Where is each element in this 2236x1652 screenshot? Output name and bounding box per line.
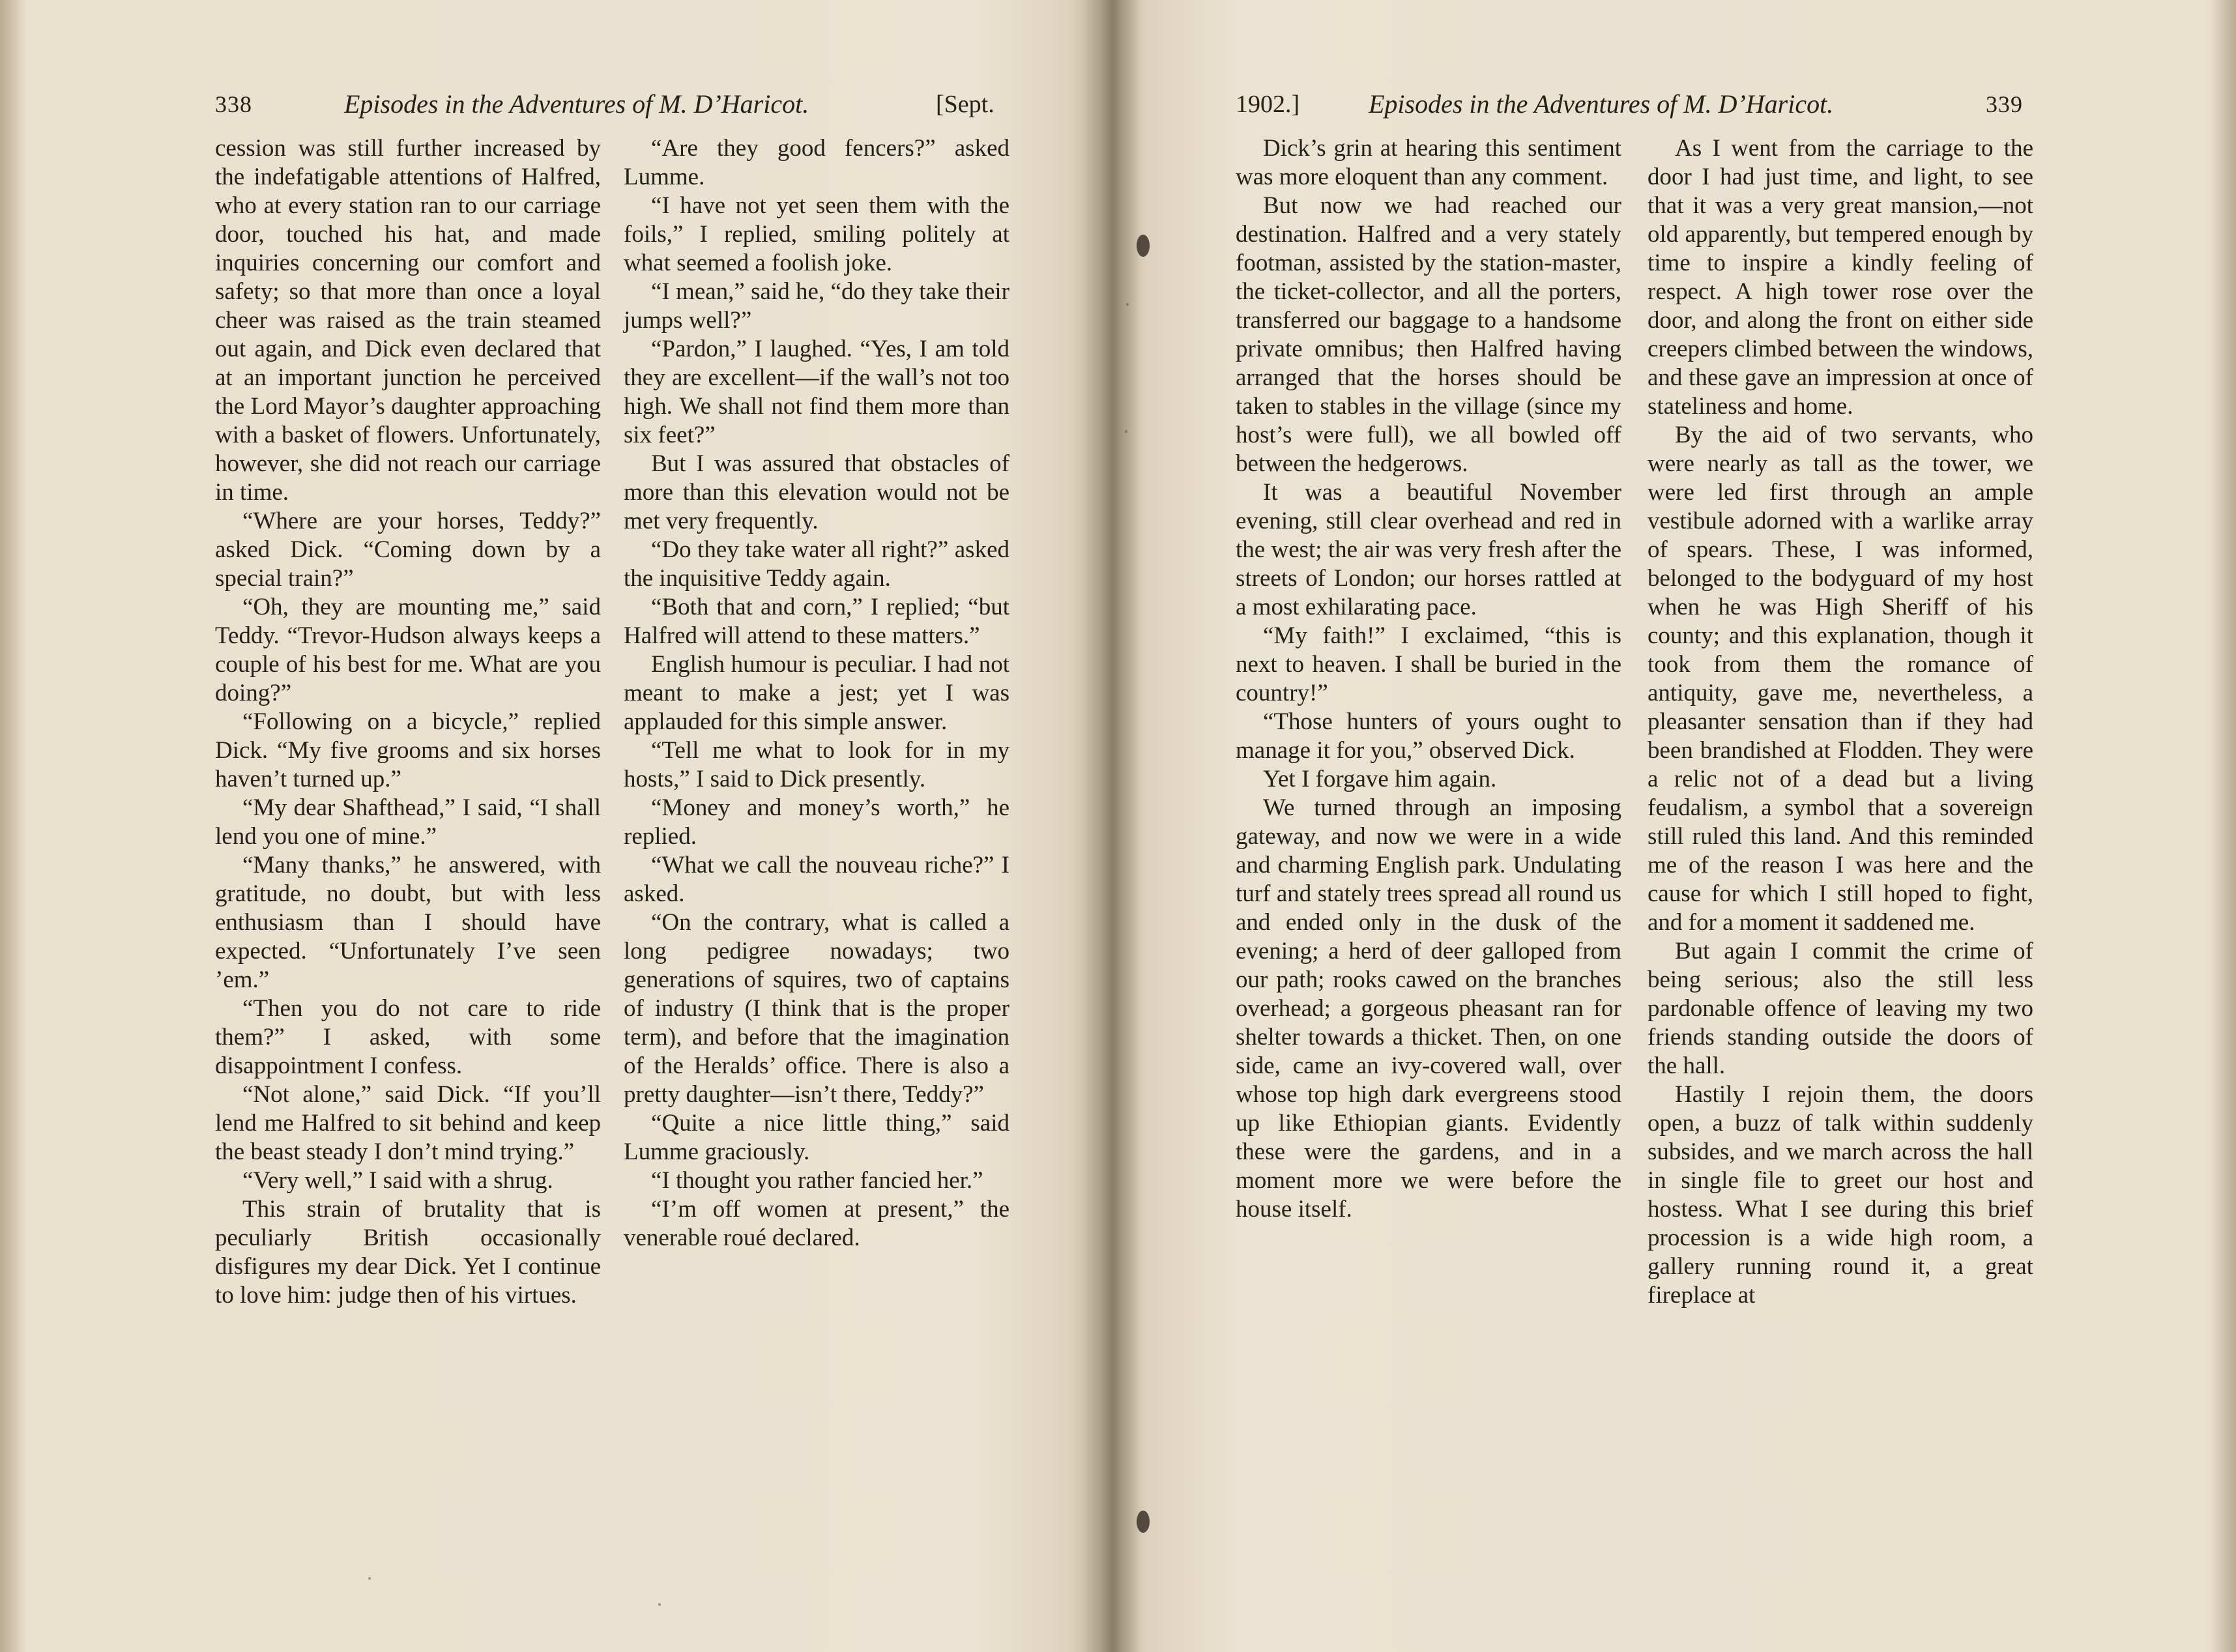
- paragraph: “Not alone,” said Dick. “If you’ll lend me Halfred to sit behind and keep the beast steady I don’t mind trying.”: [215, 1081, 601, 1165]
- text-column-2: [624, 134, 1009, 1253]
- paragraph: “Then you do not care to ride them?” I asked, with some disappointment I confess.: [215, 995, 601, 1079]
- paragraph: Dick’s grin at hearing this sentiment was more eloquent than any comment.: [1236, 135, 1621, 190]
- paragraph: Yet I forgave him again.: [1263, 766, 1497, 792]
- paragraph: “Are they good fencers?” asked Lumme.: [624, 135, 1009, 190]
- paragraph: But now we had reached our destination. Halfred and a very stately footman, assisted by the station-master, the ticket-collector, and all the porters, transferred our baggage to a handsome private omnibus; then Halfred having arranged that the horses should be taken to stables in the village (since my host’s were full), we all bowled off between the hedgerows.: [1236, 192, 1621, 477]
- paragraph: “Do they take water all right?” asked the inquisitive Teddy again.: [624, 536, 1009, 592]
- paragraph: “I have not yet seen them with the foils,” I replied, smiling politely at what seemed a foolish joke.: [624, 192, 1009, 276]
- running-title: Episodes in the Adventures of M. D’Haricot.: [344, 89, 809, 119]
- paragraph: “On the contrary, what is called a long pedigree nowadays; two generations of squires, two of captains of industry (I think that is the proper term), and before that the imagination of the Heralds’ office. There is also a pretty daughter—isn’t there, Teddy?”: [624, 909, 1009, 1108]
- paragraph: “I’m off women at present,” the venerable roué declared.: [624, 1196, 1009, 1251]
- text-column-2: [1648, 134, 2033, 1310]
- paragraph: “My faith!” I exclaimed, “this is next to heaven. I shall be buried in the country!”: [1236, 622, 1621, 706]
- paragraph: But again I commit the crime of being serious; also the still less pardonable offence of leaving my two friends standing outside the doors of the hall.: [1648, 938, 2033, 1079]
- paragraph: “Quite a nice little thing,” said Lumme graciously.: [624, 1110, 1009, 1165]
- paragraph: “I mean,” said he, “do they take their jumps well?”: [624, 278, 1009, 334]
- paragraph: It was a beautiful November evening, still clear overhead and red in the west; the air was very fresh after the streets of London; our horses rattled at a most exhilarating pace.: [1236, 479, 1621, 620]
- paragraph: “Very well,” I said with a shrug.: [242, 1167, 553, 1194]
- paragraph: cession was still further increased by the indefatigable attentions of Halfred, who at every station ran to our carriage door, touched his hat, and made inquiries concerning our comfort and safety; so that more than once a loyal cheer was raised as the train steamed out again, and Dick even declared that at an important junction he perceived the Lord Mayor’s daughter approaching with a basket of flowers. Unfortunately, however, she did not reach our carriage in time.: [215, 135, 601, 506]
- paragraph: This strain of brutality that is peculiarly British occasionally disfigures my dear Dick. Yet I continue to love him: judge then of his virtues.: [215, 1196, 601, 1309]
- paragraph: “My dear Shafthead,” I said, “I shall lend you one of mine.”: [215, 794, 601, 850]
- running-head: [1121, 85, 2236, 124]
- paragraph: “Where are your horses, Teddy?” asked Dick. “Coming down by a special train?”: [215, 508, 601, 592]
- paragraph: English humour is peculiar. I had not meant to make a jest; yet I was applauded for this simple answer.: [624, 651, 1009, 735]
- text-column-1: [215, 134, 601, 1310]
- running-date: 1902.]: [1236, 91, 1300, 118]
- paragraph: “Many thanks,” he answered, with gratitude, no doubt, but with less enthusiasm than I should have expected. “Unfortunately I’ve seen ’em.”: [215, 852, 601, 993]
- paragraph: “Oh, they are mounting me,” said Teddy. “Trevor-Hudson always keeps a couple of his best for me. What are you doing?”: [215, 594, 601, 706]
- paragraph: We turned through an imposing gateway, and now we were in a wide and charming English park. Undulating turf and stately trees spread all round us and ended only in the dusk of the evening; a herd of deer galloped from our path; rooks cawed on the branches overhead; a gorgeous pheasant ran for shelter towards a thicket. Then, on one side, came an ivy-covered wall, over whose top high dark evergreens stood up like Ethiopian giants. Evidently these were the gardens, and in a moment more we were before the house itself.: [1236, 794, 1621, 1223]
- paragraph: “Following on a bicycle,” replied Dick. “My five grooms and six horses haven’t turned up.”: [215, 708, 601, 792]
- paragraph: “Money and money’s worth,” he replied.: [624, 794, 1009, 850]
- paragraph: As I went from the carriage to the door I had just time, and light, to see that it was a very great mansion,—not old apparently, but tempered enough by time to inspire a kindly feeling of respect. A high tower rose over the door, and along the front on either side creepers climbed between the windows, and these gave an impression at once of stateliness and home.: [1648, 135, 2033, 420]
- paragraph: “Those hunters of yours ought to manage it for you,” observed Dick.: [1236, 708, 1621, 764]
- paragraph: “I thought you rather fancied her.”: [651, 1167, 983, 1194]
- page-number: 338: [215, 91, 252, 117]
- paragraph: “Tell me what to look for in my hosts,” I said to Dick presently.: [624, 737, 1009, 792]
- text-column-1: [1236, 134, 1621, 1224]
- running-title: Episodes in the Adventures of M. D’Haricot.: [1369, 89, 1834, 119]
- running-date: [Sept.: [936, 91, 995, 118]
- paragraph: “What we call the nouveau riche?” I asked.: [624, 852, 1009, 907]
- right-page: [1121, 0, 2236, 1652]
- paragraph: By the aid of two servants, who were nearly as tall as the tower, we were led first through an ample vestibule adorned with a warlike array of spears. These, I was informed, belonged to the bodyguard of my host when he was High Sheriff of his county; and this explanation, though it took from them the romance of antiquity, gave me, nevertheless, a pleasanter sensation than if they had been brandished at Flodden. They were a relic not of a dead but a living feudalism, a symbol that a sovereign still ruled this land. And this reminded me of the reason I was here and the cause for which I still hoped to fight, and for a moment it saddened me.: [1648, 422, 2033, 936]
- paragraph: But I was assured that obstacles of more than this elevation would not be met very frequently.: [624, 450, 1009, 534]
- left-page: [0, 0, 1108, 1652]
- running-head: [0, 85, 1108, 124]
- paragraph: Hastily I rejoin them, the doors open, a buzz of talk within suddenly subsides, and we march across the hall in single file to greet our host and hostess. What I see during this brief procession is a wide high room, a gallery running round it, a great fireplace at: [1648, 1081, 2033, 1309]
- paragraph: “Both that and corn,” I replied; “but Halfred will attend to these matters.”: [624, 594, 1009, 649]
- page-number: 339: [1986, 91, 2023, 117]
- paragraph: “Pardon,” I laughed. “Yes, I am told they are excellent—if the wall’s not too high. We shall not find them more than six feet?”: [624, 336, 1009, 448]
